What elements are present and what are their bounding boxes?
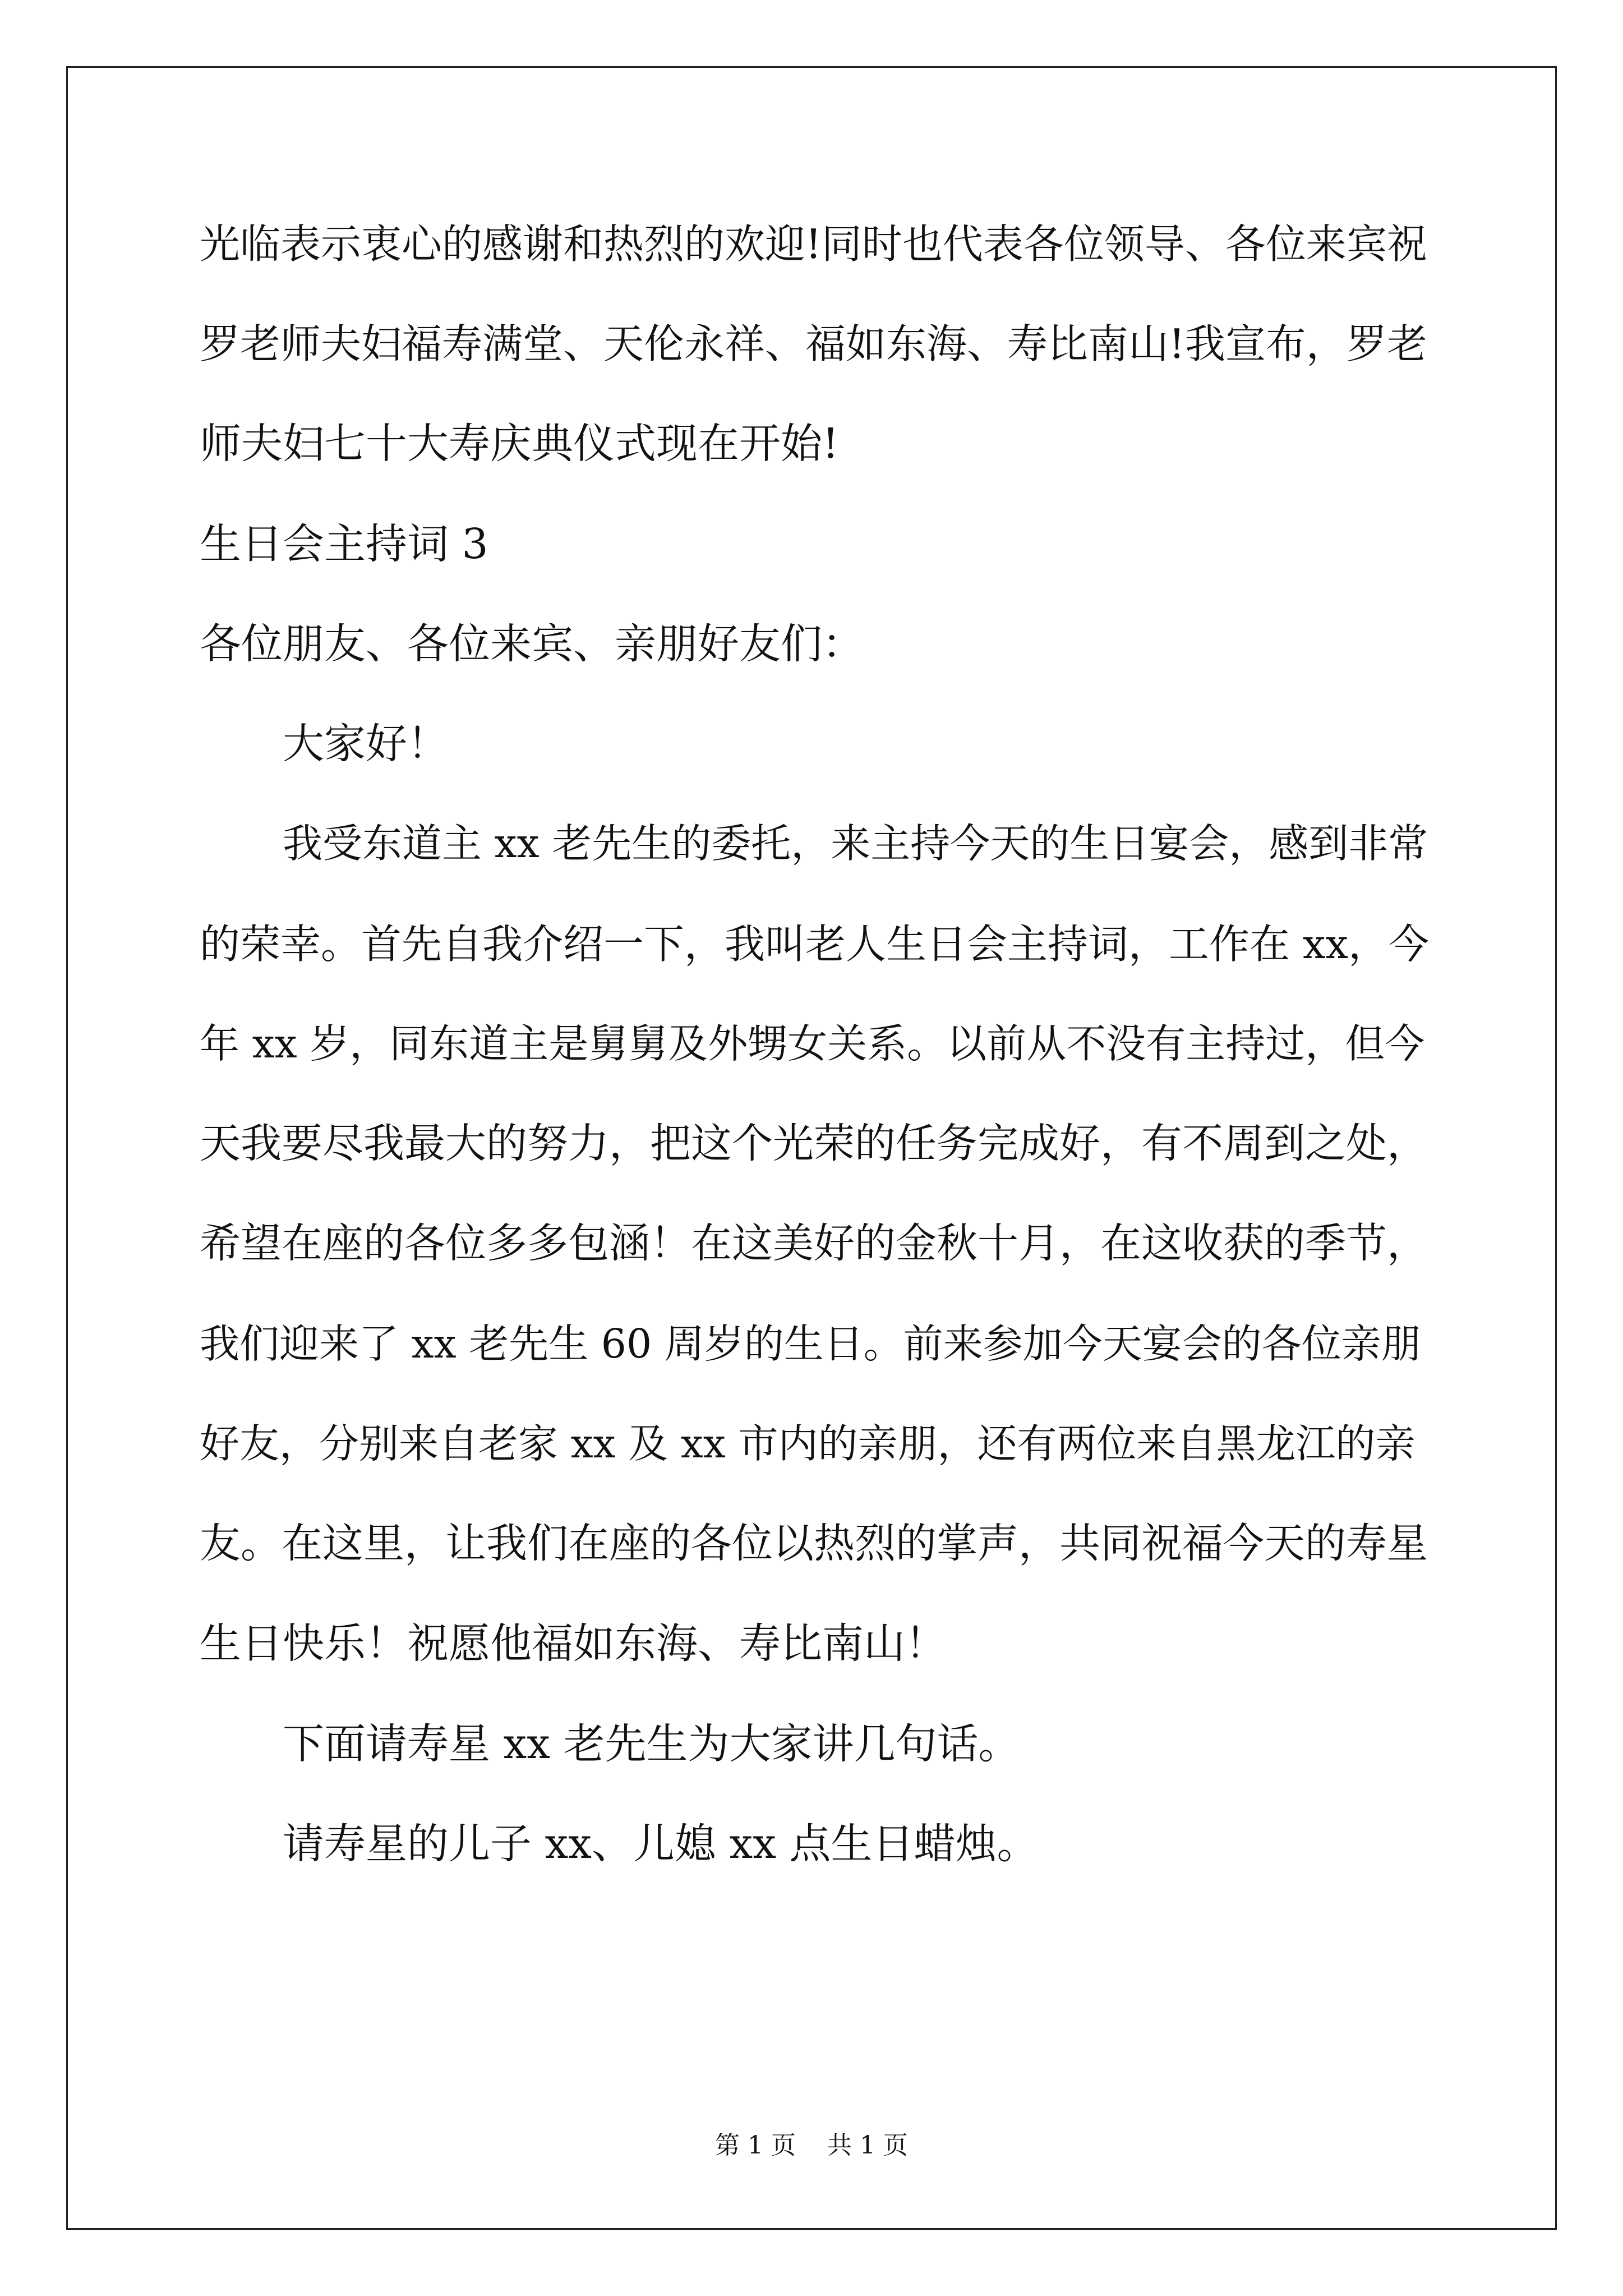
text-line: 友。在这里，让我们在座的各位以热烈的掌声，共同祝福今天的寿星 — [200, 1520, 1428, 1567]
text-line: 师夫妇七十大寿庆典仪式现在开始! — [200, 420, 839, 468]
text-line: 罗老师夫妇福寿满堂、天伦永祥、福如东海、寿比南山!我宣布，罗老 — [200, 320, 1427, 367]
section-heading: 生日会主持词 3 — [200, 520, 488, 568]
text-line: 的荣幸。首先自我介绍一下，我叫老人生日会主持词，工作在 xx，今 — [200, 921, 1430, 968]
page-number-footer: 第 1 页 共 1 页 — [715, 2131, 908, 2160]
text-line: 请寿星的儿子 xx、儿媳 xx 点生日蜡烛。 — [283, 1820, 1039, 1868]
text-line: 天我要尽我最大的努力，把这个光荣的任务完成好，有不周到之处， — [200, 1120, 1428, 1167]
text-line: 下面请寿星 xx 老先生为大家讲几句话。 — [283, 1720, 1020, 1768]
text-line: 好友，分别来自老家 xx 及 xx 市内的亲朋，还有两位来自黑龙江的亲 — [200, 1420, 1415, 1467]
salutation: 各位朋友、各位来宾、亲朋好友们： — [200, 620, 864, 668]
text-line: 年 xx 岁，同东道主是舅舅及外甥女关系。以前从不没有主持过，但今 — [200, 1020, 1425, 1067]
text-line: 希望在座的各位多多包涵！在这美好的金秋十月，在这收获的季节， — [200, 1220, 1428, 1267]
greeting: 大家好！ — [283, 720, 449, 768]
text-line: 生日快乐！祝愿他福如东海、寿比南山！ — [200, 1619, 947, 1668]
text-line: 我受东道主 xx 老先生的委托，来主持今天的生日宴会，感到非常 — [283, 820, 1428, 867]
text-line: 我们迎来了 xx 老先生 60 周岁的生日。前来参加今天宴会的各位亲朋 — [200, 1320, 1421, 1367]
text-line: 光临表示衷心的感谢和热烈的欢迎!同时也代表各位领导、各位来宾祝 — [200, 220, 1427, 268]
